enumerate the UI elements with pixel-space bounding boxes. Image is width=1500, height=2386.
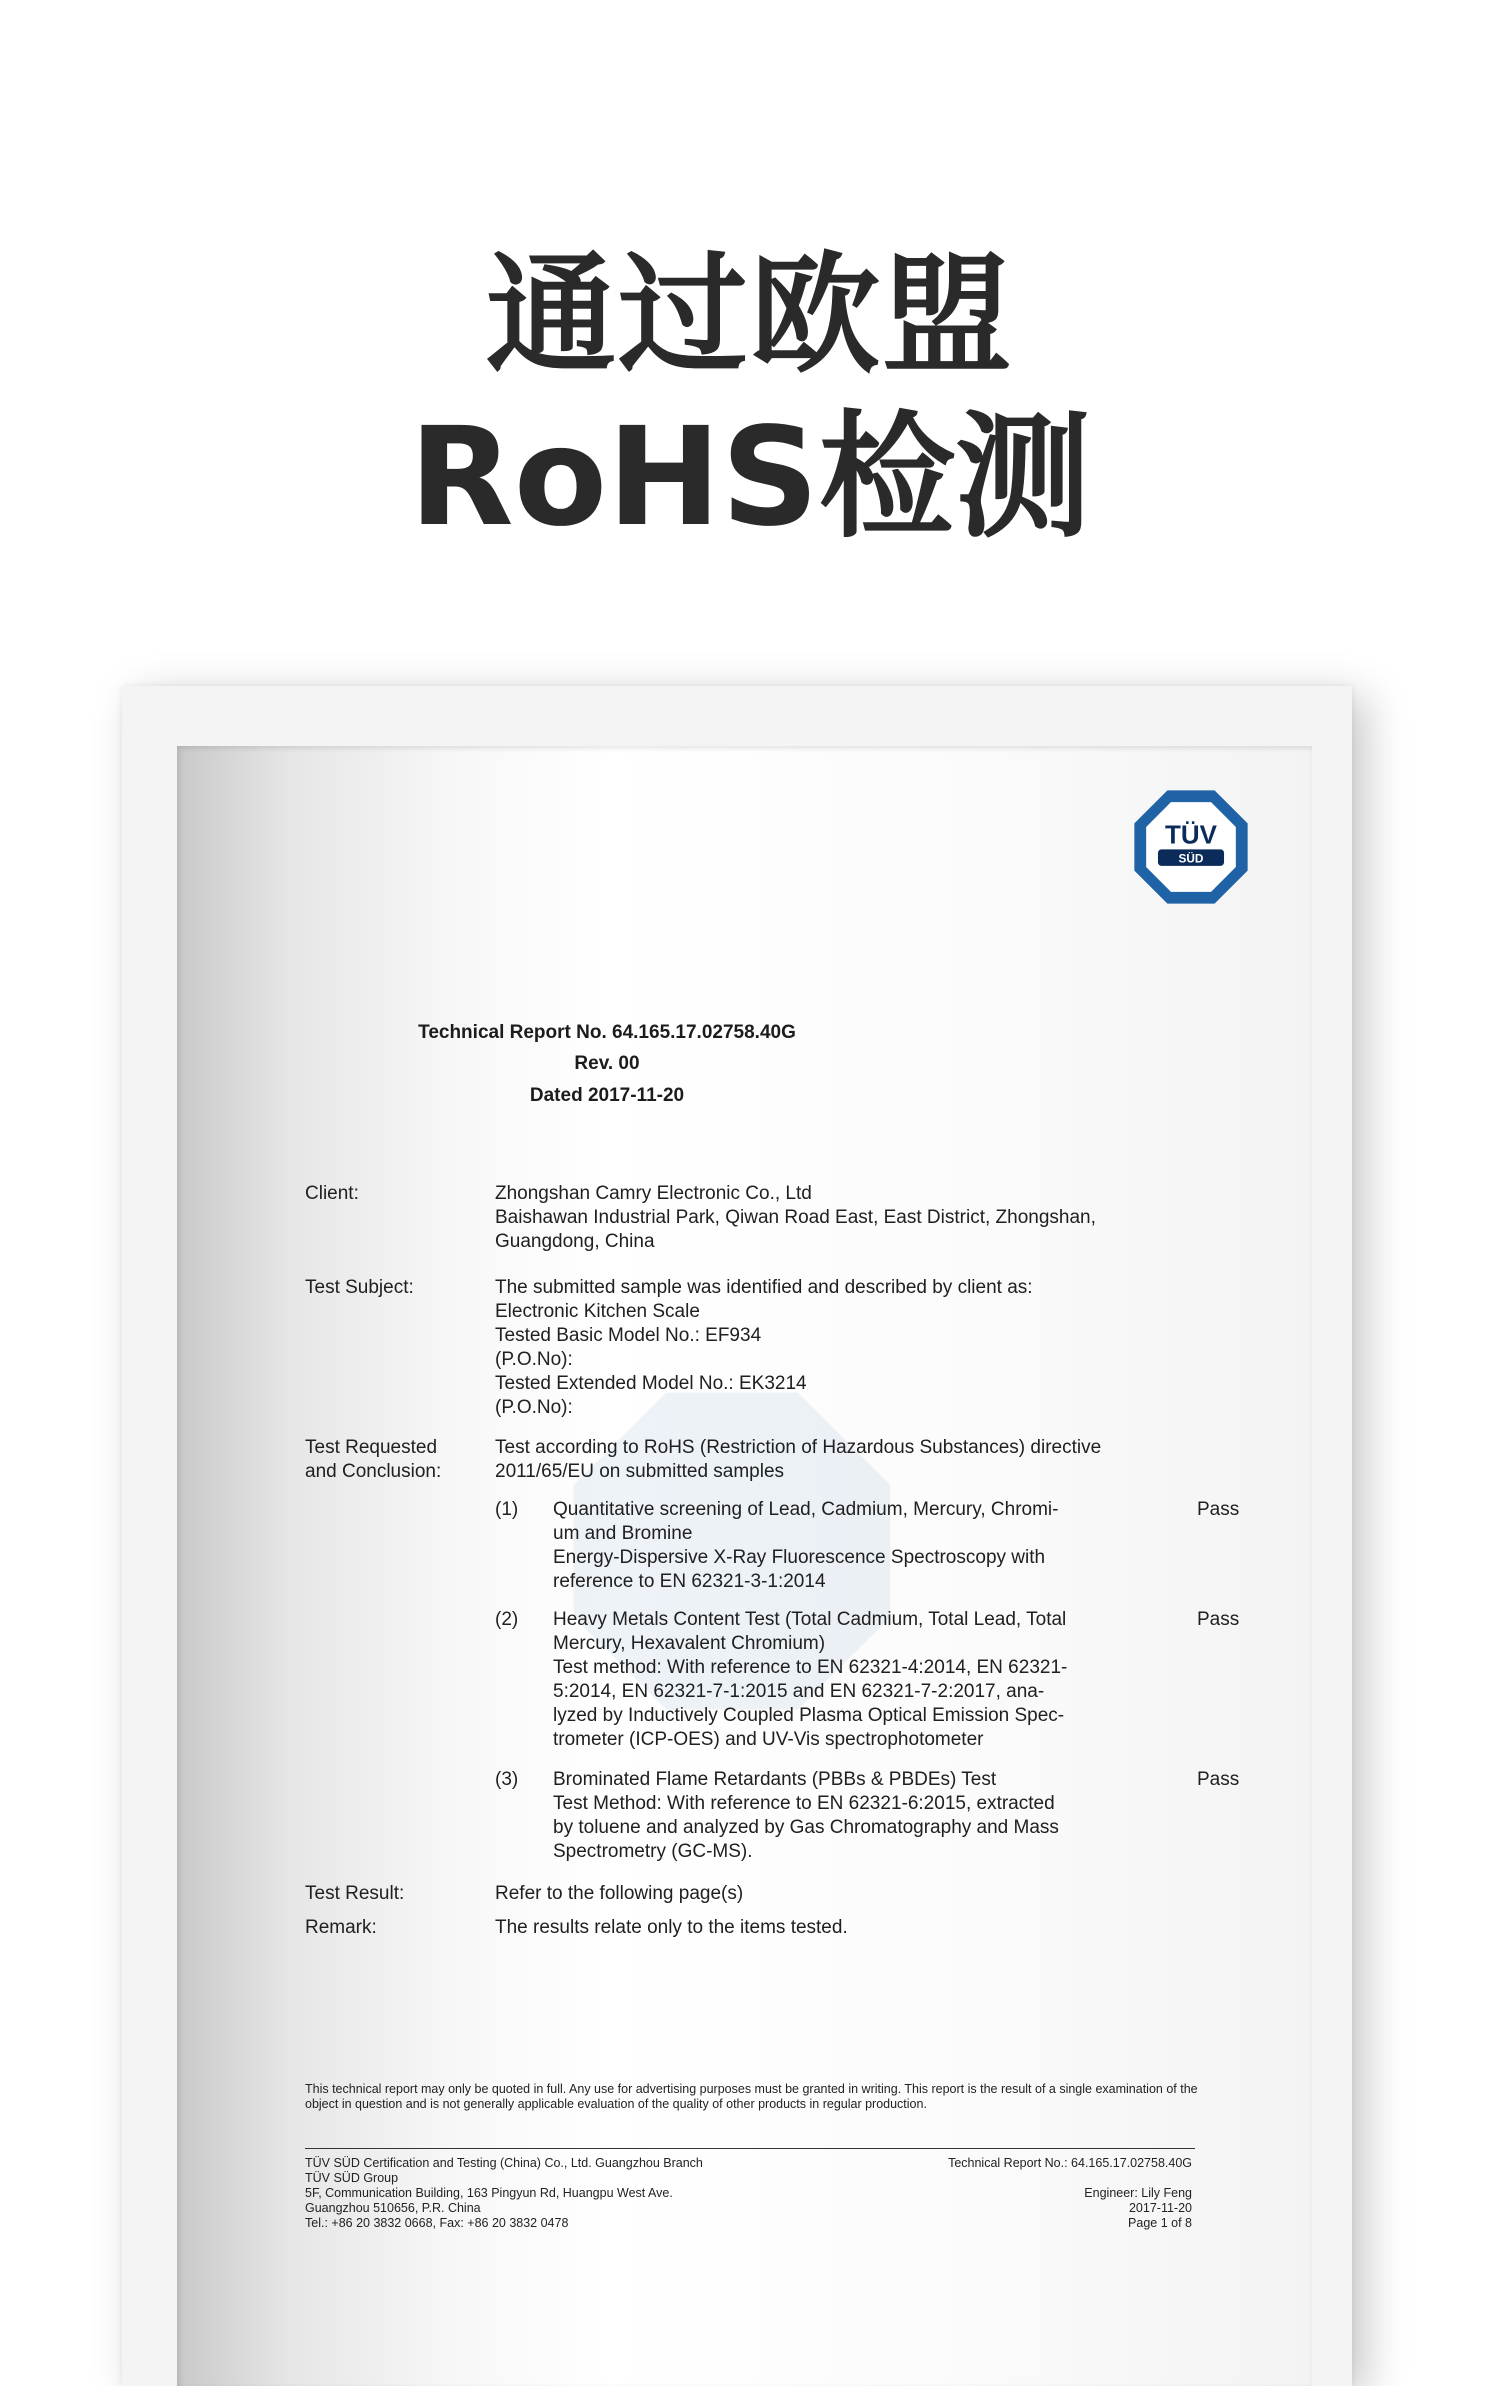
- client-line: Baishawan Industrial Park, Qiwan Road East, East District, Zhongshan,: [495, 1207, 1096, 1228]
- result-label: Test Result:: [305, 1883, 405, 1904]
- footer-address-line: 5F, Communication Building, 163 Pingyun Rd, Huangpu West Ave.: [305, 2186, 673, 2200]
- footer-address-line: Guangzhou 510656, P.R. China: [305, 2201, 481, 2215]
- result-value: Refer to the following page(s): [495, 1883, 744, 1904]
- test-description-line: trometer (ICP-OES) and UV-Vis spectrophotometer: [553, 1729, 984, 1750]
- test-number: (1): [495, 1499, 519, 1520]
- headline-line-2: RoHS检测: [409, 399, 1091, 557]
- certificate-frame: [122, 686, 1352, 2386]
- footer-report-number: Technical Report No.: 64.165.17.02758.40G: [948, 2156, 1192, 2170]
- test-number: (2): [495, 1609, 519, 1630]
- client-label: Client:: [305, 1183, 359, 1204]
- test-description-line: lyzed by Inductively Coupled Plasma Optical Emission Spec-: [553, 1705, 1065, 1726]
- requested-label: Test Requested: [305, 1437, 438, 1458]
- test-description-line: um and Bromine: [553, 1523, 693, 1544]
- test-description-line: Heavy Metals Content Test (Total Cadmium, Total Lead, Total: [553, 1609, 1067, 1630]
- subject-line: (P.O.No):: [495, 1397, 573, 1418]
- test-description-line: Brominated Flame Retardants (PBBs & PBDEs) Test: [553, 1769, 997, 1790]
- report-date: Dated 2017-11-20: [529, 1085, 685, 1106]
- test-description-line: Quantitative screening of Lead, Cadmium, Mercury, Chromi-: [553, 1499, 1059, 1520]
- test-description-line: Mercury, Hexavalent Chromium): [553, 1633, 826, 1654]
- client-line: Guangdong, China: [495, 1231, 655, 1252]
- remark-value: The results relate only to the items tested.: [495, 1917, 848, 1938]
- footer-address-line: TÜV SÜD Certification and Testing (China) Co., Ltd. Guangzhou Branch: [305, 2156, 703, 2170]
- test-description-line: Test method: With reference to EN 62321-4:2014, EN 62321-: [553, 1657, 1068, 1678]
- subject-line: The submitted sample was identified and described by client as:: [495, 1277, 1033, 1298]
- footer-engineer: Engineer: Lily Feng: [1084, 2186, 1192, 2200]
- certificate-paper: [177, 746, 1312, 2386]
- footer-address-line: Tel.: +86 20 3832 0668, Fax: +86 20 3832 0478: [305, 2216, 569, 2230]
- subject-line: (P.O.No):: [495, 1349, 573, 1370]
- headline-line-1: 通过欧盟: [485, 239, 1014, 391]
- footer-divider: [305, 2148, 1195, 2149]
- test-result-pass: Pass: [1197, 1499, 1240, 1520]
- requested-line: Test according to RoHS (Restriction of Hazardous Substances) directive: [495, 1437, 1102, 1458]
- footer-date: 2017-11-20: [1128, 2201, 1192, 2215]
- footer-page-number: Page 1 of 8: [1128, 2216, 1192, 2230]
- disclaimer-text: This technical report may only be quoted in full. Any use for advertising purposes must be granted in writing. This report is the result of a single examination of the object in question and is not generally applicable evaluation of the quality of other products in regular production.: [305, 2082, 1198, 2111]
- test-result-pass: Pass: [1197, 1609, 1240, 1630]
- test-description-line: by toluene and analyzed by Gas Chromatography and Mass: [553, 1817, 1059, 1838]
- subject-label: Test Subject:: [305, 1277, 414, 1298]
- requested-line: 2011/65/EU on submitted samples: [495, 1461, 785, 1482]
- subject-line: Electronic Kitchen Scale: [495, 1301, 700, 1322]
- test-description-line: Spectrometry (GC-MS).: [553, 1841, 753, 1862]
- test-result-pass: Pass: [1197, 1769, 1240, 1790]
- logo-text-top: TÜV: [1165, 819, 1217, 850]
- requested-label: and Conclusion:: [305, 1461, 442, 1482]
- test-description-line: Energy-Dispersive X-Ray Fluorescence Spectroscopy with: [553, 1547, 1046, 1568]
- report-number: Technical Report No. 64.165.17.02758.40G: [418, 1022, 796, 1043]
- test-description-line: reference to EN 62321-3-1:2014: [553, 1571, 826, 1592]
- tuv-sud-logo-icon: [1132, 788, 1250, 906]
- subject-line: Tested Basic Model No.: EF934: [495, 1325, 762, 1346]
- footer-address-line: TÜV SÜD Group: [305, 2171, 399, 2185]
- logo-text-bottom: SÜD: [1178, 852, 1204, 866]
- report-revision: Rev. 00: [574, 1053, 640, 1074]
- remark-label: Remark:: [305, 1917, 377, 1938]
- client-line: Zhongshan Camry Electronic Co., Ltd: [495, 1183, 812, 1204]
- test-description-line: Test Method: With reference to EN 62321-6:2015, extracted: [553, 1793, 1055, 1814]
- subject-line: Tested Extended Model No.: EK3214: [495, 1373, 807, 1394]
- test-description-line: 5:2014, EN 62321-7-1:2015 and EN 62321-7-2:2017, ana-: [553, 1681, 1045, 1702]
- test-number: (3): [495, 1769, 519, 1790]
